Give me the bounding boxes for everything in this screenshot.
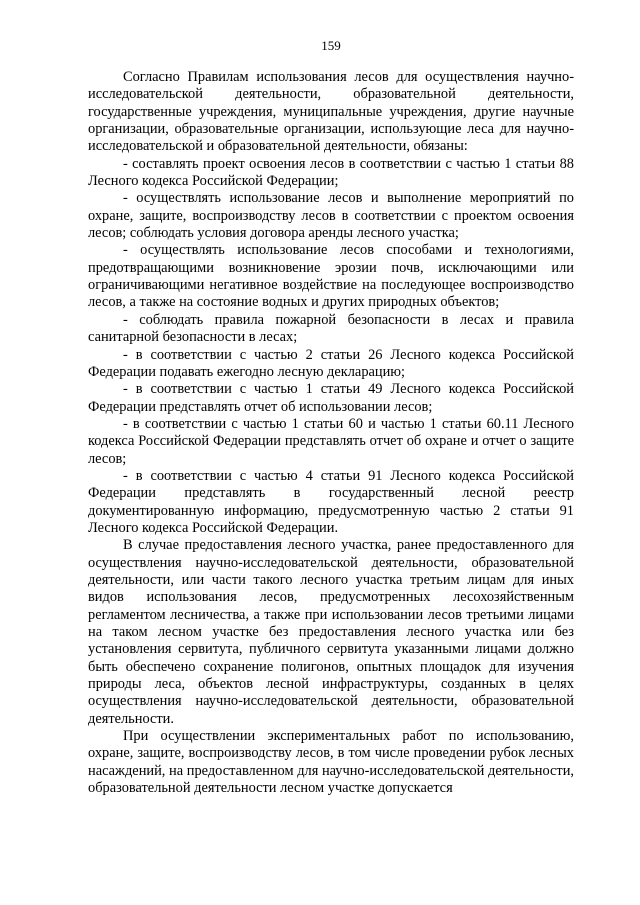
paragraph-intro: Согласно Правилам использования лесов для осуществления научно-исследовательской деятельности, образовательной деятельности, государственные учреждения, муниципальные учреждения, другие научные организации, образовательные организации, использующие леса для научно-исследовательской и образовательной деятельности, обязаны:	[88, 69, 574, 155]
page-number: 159	[321, 38, 341, 53]
list-item-fire-safety: - соблюдать правила пожарной безопасности в лесах и правила санитарной безопасности в лесах;	[88, 311, 574, 346]
list-item-forest-use: - осуществлять использование лесов и выполнение мероприятий по охране, защите, воспроизводству лесов в соответствии с проектом освоения лесов; соблюдать условия договора аренды лесного участка;	[88, 190, 574, 242]
paragraph-third-parties: В случае предоставления лесного участка, ранее предоставленного для осуществления научно-исследовательской деятельности, образовательной деятельности, или части такого лесного участка третьим лицам для иных видов использования лесов, предусмотренных лесохозяйственным регламентом лесничества, а также при использовании лесов третьими лицами на таком лесном участке без предоставления лесного участка или без установления сервитута, публичного сервитута указанными лицами должно быть обеспечено сохранение полигонов, опытных площадок для изучения природы леса, объектов лесной инфраструктуры, созданных в целях осуществления научно-исследовательской деятельности, образовательной деятельности.	[88, 537, 574, 727]
paragraph-experimental-works: При осуществлении экспериментальных работ по использованию, охране, защите, воспроизводству лесов, в том числе проведении рубок лесных насаждений, на предоставленном для научно-исследовательской деятельности, образовательной деятельности лесном участке допускается	[88, 728, 574, 797]
document-body	[88, 69, 574, 797]
list-item-protection-report: - в соответствии с частью 1 статьи 60 и частью 1 статьи 60.11 Лесного кодекса Российской Федерации представлять отчет об охране и отчет о защите лесов;	[88, 415, 574, 467]
list-item-erosion-prevention: - осуществлять использование лесов способами и технологиями, предотвращающими возникновение эрозии почв, исключающими или ограничивающими негативное воздействие на последующее воспроизводство лесов, а также на состояние водных и других природных объектов;	[88, 242, 574, 311]
list-item-forest-plan: - составлять проект освоения лесов в соответствии с частью 1 статьи 88 Лесного кодекса Российской Федерации;	[88, 155, 574, 190]
list-item-usage-report: - в соответствии с частью 1 статьи 49 Лесного кодекса Российской Федерации представлять отчет об использовании лесов;	[88, 381, 574, 415]
list-item-forest-declaration: - в соответствии с частью 2 статьи 26 Лесного кодекса Российской Федерации подавать ежегодно лесную декларацию;	[88, 346, 574, 380]
list-item-forest-registry: - в соответствии с частью 4 статьи 91 Лесного кодекса Российской Федерации представлять в государственный лесной реестр документированную информацию, предусмотренную частью 2 статьи 91 Лесного кодекса Российской Федерации.	[88, 467, 574, 536]
